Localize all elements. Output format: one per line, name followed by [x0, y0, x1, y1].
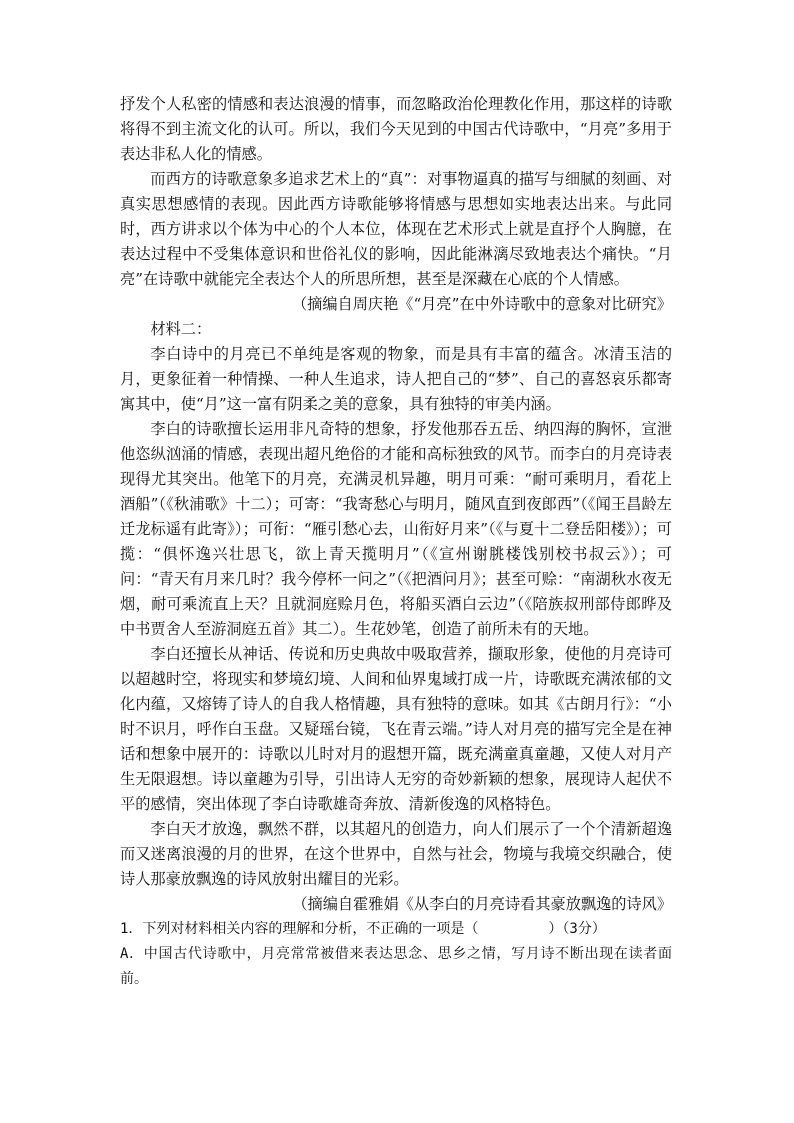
- material2-paragraph-1: 李白诗中的月亮已不单纯是客观的物象，而是具有丰富的蕴含。冰清玉洁的月，更象征着一种情操、一种人生追求，诗人把自己的“梦”、自己的喜怒哀乐都寄寓其中，使“月”这一富有阴柔之美的意象，具有独特的审美内涵。: [120, 345, 672, 413]
- question-1-option-a: A．中国古代诗歌中，月亮常常被借来表达思念、思乡之情，写月诗不断出现在读者面前。: [120, 946, 672, 987]
- material2-paragraph-3: 李白还擅长从神话、传说和历史典故中吸取营养，撷取形象，使他的月亮诗可以超越时空，将现实和梦境幻境、人间和仙界鬼域打成一片，诗歌既充满浓郁的文化内蕴，又熔铸了诗人的自我人格情趣，具有独特的意味。如其《古朗月行》：“小时不识月，呼作白玉盘。又疑瑶台镜，飞在青云端。”诗人对月亮的描写完全是在神话和想象中展开的：诗歌以儿时对月的遐想开篇，既充满童真童趣，又使人对月产生无限遐想。诗以童趣为引导，引出诗人无穷的奇妙新颖的想象，展现诗人起伏不平的感情，突出体现了李白诗歌雄奇奔放、清新俊逸的风格特色。: [120, 645, 672, 813]
- material2-label: 材料二：: [150, 320, 212, 338]
- material1-source: （摘编自周庆艳《“月亮”在中外诗歌中的意象对比研究》: [291, 295, 672, 313]
- material2-source: （摘编自霍雅娟《从李白的月亮诗看其豪放飘逸的诗风》: [292, 895, 672, 913]
- question-1-stem: 1．下列对材料相关内容的理解和分析，不正确的一项是（ ）（3分）: [120, 921, 606, 937]
- material1-paragraph-1: 抒发个人私密的情感和表达浪漫的情事，而忽略政治伦理教化作用，那这样的诗歌将得不到主流文化的认可。所以，我们今天见到的中国古代诗歌中，“月亮”多用于表达非私人化的情感。: [120, 95, 672, 163]
- material2-paragraph-4: 李白天才放逸，飘然不群，以其超凡的创造力，向人们展示了一个个清新超逸而又迷离浪漫的月的世界，在这个世界中，自然与社会，物境与我境交织融合，使诗人那豪放飘逸的诗风放射出耀目的光彩。: [120, 820, 672, 888]
- material2-paragraph-2: 李白的诗歌擅长运用非凡奇特的想象，抒发他那吞五岳、纳四海的胸怀，宣泄他恣纵汹涌的情感，表现出超凡绝俗的才能和高标独致的风节。而李白的月亮诗表现得尤其突出。他笔下的月亮，充满灵机异趣，明月可乘：“耐可乘明月，看花上酒船”（《秋浦歌》十二）；可寄：“我寄愁心与明月，随风直到夜郎西”（《闻王昌龄左迁龙标遥有此寄》）；可衔：“雁引愁心去，山衔好月来”（《与夏十二登岳阳楼》）；可揽：“俱怀逸兴壮思飞，欲上青天揽明月”（《宣州谢朓楼饯别校书叔云》）；可问：“青天有月来几时？我今停杯一问之”（《把酒问月》；甚至可赊：“南湖秋水夜无烟，耐可乘流直上天？且就洞庭赊月色，将船买酒白云边”（《陪族叔刑部侍郎晔及中书贾舍人至游洞庭五首》其二）。生花妙笔，创造了前所未有的天地。: [120, 420, 672, 638]
- material1-paragraph-2: 而西方的诗歌意象多追求艺术上的“真”：对事物逼真的描写与细腻的刻画、对真实思想感情的表现。因此西方诗歌能够将情感与思想如实地表达出来。与此同时，西方讲求以个体为中心的个人本位，体现在艺术形式上就是直抒个人胸臆，在表达过程中不受集体意识和世俗礼仪的影响，因此能淋漓尽致地表达个痛快。“月亮”在诗歌中就能完全表达个人的所思所想，甚至是深藏在心底的个人情感。: [120, 170, 672, 288]
- document-page: [120, 92, 672, 992]
